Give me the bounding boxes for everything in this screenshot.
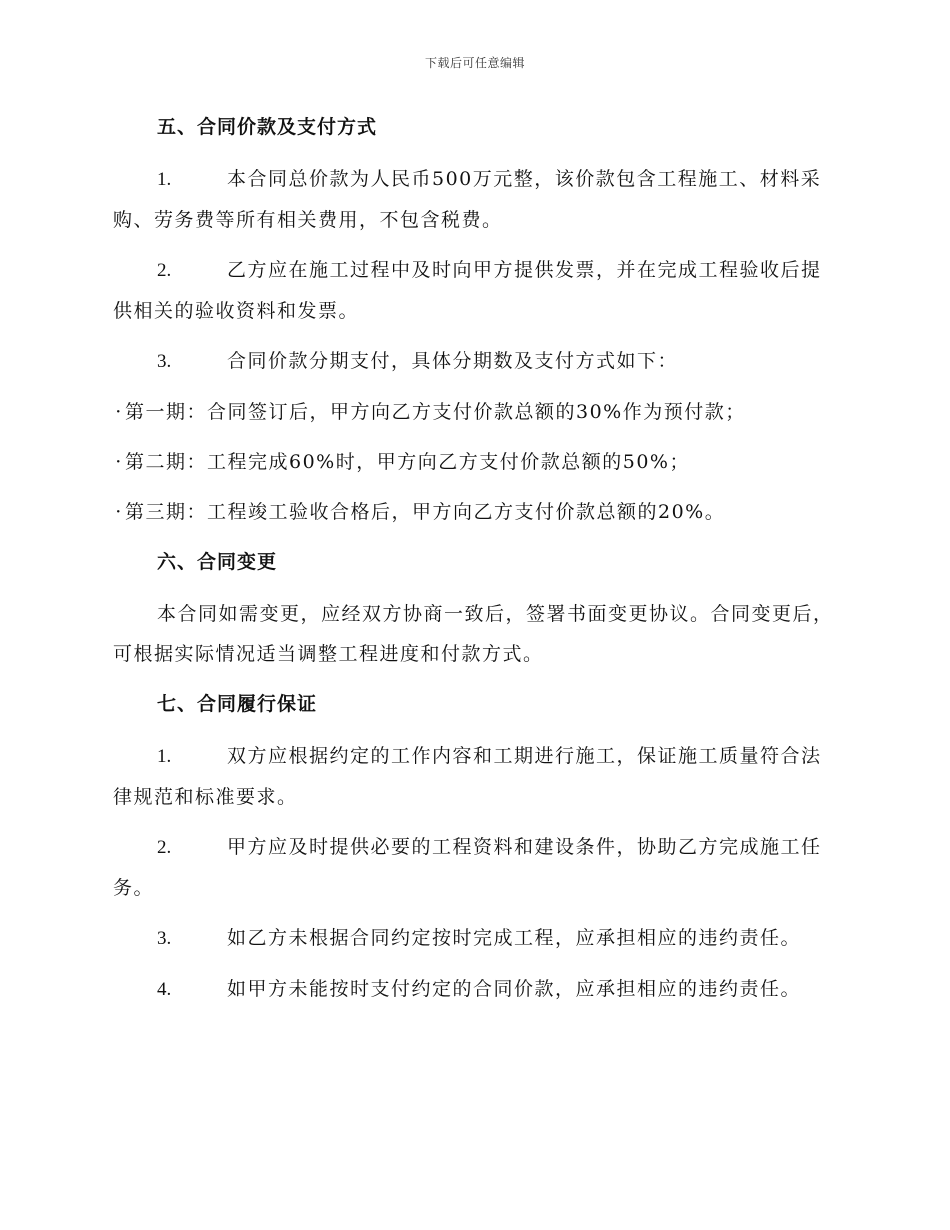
bullet-dot-icon: · [115,451,123,473]
section-payment [113,113,835,532]
list-item [113,250,835,331]
list-item [113,159,835,240]
item-number: 2. [157,260,172,281]
item-text: 如乙方未根据合同约定按时完成工程，应承担相应的违约责任。 [227,927,802,949]
item-number: 2. [157,837,172,858]
bullet-dot-icon: · [115,401,123,423]
item-text: 双方应根据约定的工作内容和工期进行施工，保证施工质量符合法律规范和标准要求。 [113,745,822,808]
paragraph: 本合同如需变更，应经双方协商一致后，签署书面变更协议。合同变更后，可根据实际情况适当调整工程进度和付款方式。 [113,603,834,665]
bullet-item [113,492,835,532]
list-item [113,341,835,382]
item-text: 乙方应在施工过程中及时向甲方提供发票，并在完成工程验收后提供相关的验收资料和发票。 [113,259,822,322]
bullet-dot-icon: · [115,501,123,523]
item-text: 合同价款分期支付，具体分期数及支付方式如下： [227,350,679,372]
list-item [113,918,835,959]
document-body [113,113,835,1020]
bullet-item [113,442,835,482]
item-text: 本合同总价款为人民币500万元整，该价款包含工程施工、材料采购、劳务费等所有相关费用，不包含税费。 [113,168,822,231]
list-item [113,736,835,817]
item-text: 如甲方未能按时支付约定的合同价款，应承担相应的违约责任。 [227,978,802,1000]
bullet-text: 第三期：工程竣工验收合格后，甲方向乙方支付价款总额的20%。 [125,501,726,523]
section-title: 七、合同履行保证 [157,693,318,715]
section-title: 五、合同价款及支付方式 [157,116,378,138]
item-number: 3. [157,928,172,949]
section-performance [113,690,835,1010]
item-text: 甲方应及时提供必要的工程资料和建设条件，协助乙方完成施工任务。 [113,836,822,899]
bullet-item [113,392,835,432]
list-item [113,969,835,1010]
item-number: 1. [157,169,172,190]
section-title: 六、合同变更 [157,551,278,573]
page-header: 下载后可任意编辑 [424,56,525,70]
bullet-text: 第二期：工程完成60%时，甲方向乙方支付价款总额的50%； [125,451,690,473]
bullet-text: 第一期：合同签订后，甲方向乙方支付价款总额的30%作为预付款； [125,401,746,423]
section-amendment [113,548,835,674]
item-number: 1. [157,746,172,767]
list-item [113,827,835,908]
item-number: 3. [157,351,172,372]
item-number: 4. [157,979,172,1000]
